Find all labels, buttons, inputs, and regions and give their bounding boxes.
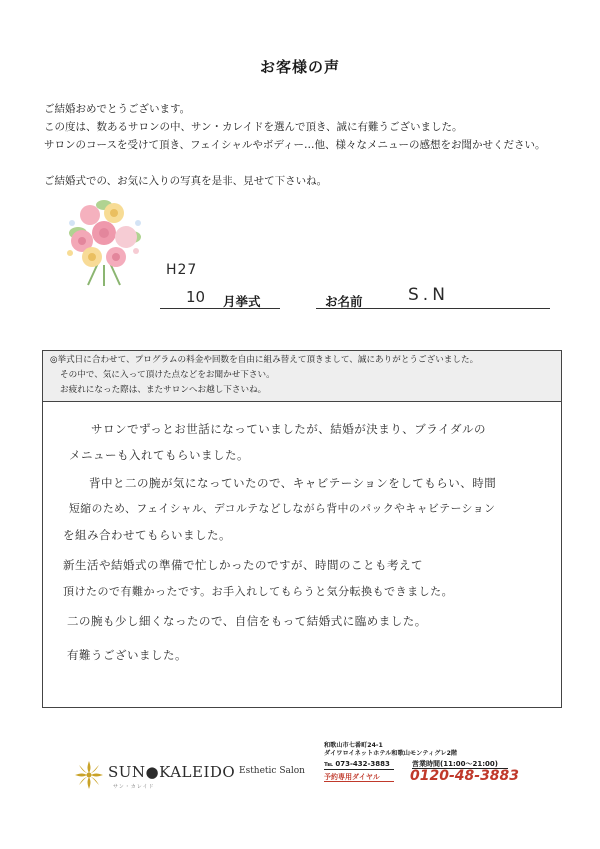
business-hours: 営業時間(11:00～21:00) — [412, 760, 498, 768]
comment-line: 新生活や結婚式の準備で忙しかったのですが、時間のことも考えて — [63, 558, 423, 572]
comment-line: 短縮のため、フェイシャル、デコルテなどしながら背中のパックやキャビテーション — [69, 502, 496, 515]
address-line: ダイワロイネットホテル和歌山モンティグレ2階 — [324, 750, 458, 757]
comment-line: メニューも入れてもらいました。 — [69, 448, 249, 462]
intro-line: この度は、数あるサロンの中、サン・カレイドを選んで頂き、誠に有難うございました。 — [44, 121, 463, 133]
telephone-underline — [324, 769, 394, 770]
comment-line: 背中と二の腕が気になっていたので、キャビテーションをしてもらい、時間 — [89, 476, 497, 490]
intro-text — [44, 100, 564, 187]
header-line: お疲れになった際は、またサロンへお越し下さいね。 — [60, 385, 267, 395]
intro-line: ご結婚おめでとうございます。 — [44, 103, 191, 115]
comment-line: を組み合わせてもらいました。 — [63, 528, 231, 542]
comment-line: 頂けたので有難かったです。お手入れしてもらうと気分転換もできました。 — [63, 585, 454, 598]
month-underline — [160, 308, 280, 309]
header-line: ◎挙式日に合わせて、プログラムの料金や回数を自由に組み替えて頂きまして、誠にありがとうございました。 — [50, 355, 479, 365]
name-underline — [316, 308, 550, 309]
comment-box — [42, 350, 562, 708]
page-title: お客様の声 — [259, 58, 340, 76]
sun-logo-icon — [72, 758, 106, 792]
intro-line: ご結婚式での、お気に入りの写真を是非、見せて下さいね。 — [44, 175, 328, 187]
comment-line: 二の腕も少し細くなったので、自信をもって結婚式に臨めました。 — [67, 614, 427, 628]
comment-line: サロンでずっとお世話になっていましたが、結婚が決まり、ブライダルの — [91, 422, 486, 436]
telephone: ℡ 073-432-3883 — [324, 760, 390, 768]
reservation-label: 予約専用ダイヤル — [324, 773, 380, 781]
wedding-month-value: 10 — [186, 288, 206, 306]
salon-type: Esthetic Salon — [239, 766, 305, 776]
intro-line: サロンのコースを受けて頂き、フェイシャルやボディー…他、様々なメニューの感想をお聞かせください。 — [44, 139, 546, 151]
comment-box-header — [43, 351, 561, 402]
brand-logo-text: SUN●KALEIDO — [108, 763, 236, 781]
name-value: S.N — [408, 285, 449, 305]
brand-sub-text: サン・カレイド — [113, 784, 155, 790]
free-dial-number: 0120-48-3883 — [410, 768, 520, 784]
header-line: その中で、気に入って頂けた点などをお聞かせ下さい。 — [60, 370, 275, 380]
rose-bouquet-icon — [58, 193, 150, 287]
name-label: お名前 — [325, 294, 363, 309]
wedding-era: H27 — [166, 262, 198, 278]
comment-line: 有難うございました。 — [67, 648, 187, 662]
wedding-month-label: 月挙式 — [223, 294, 261, 309]
address — [324, 742, 457, 758]
reservation-underline — [324, 781, 394, 782]
address-line: 和歌山市七番町24-1 — [324, 742, 383, 749]
